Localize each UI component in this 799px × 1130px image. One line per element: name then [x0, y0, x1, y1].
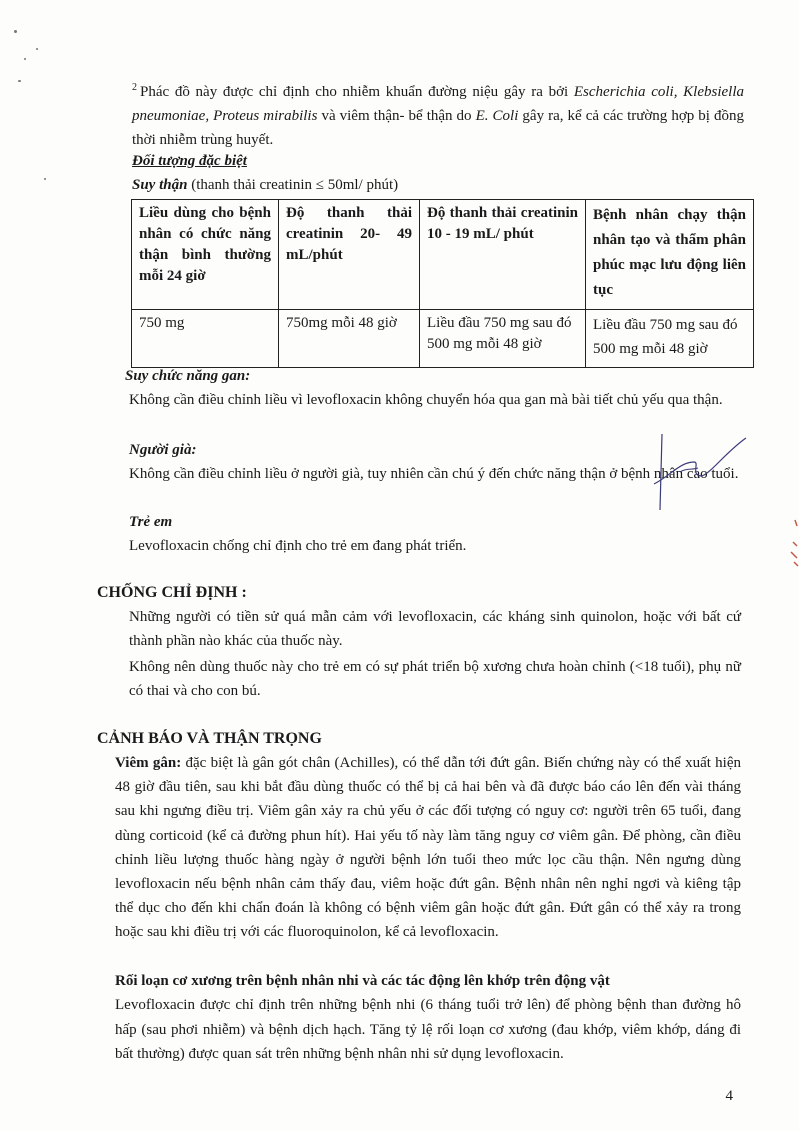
elderly-heading: Người già:: [129, 442, 197, 458]
contraindications-text-1: Những người có tiền sử quá mẫn cảm với levofloxacin, các kháng sinh quinolon, hoặc với bất cứ thành phần nào khác của thuốc này.: [129, 609, 741, 649]
table-header-cell: Liều dùng cho bệnh nhân có chức năng thận bình thường mỗi 24 giờ: [132, 200, 279, 310]
scan-speck: [24, 58, 26, 60]
stamp-edge-mark: [785, 516, 799, 576]
renal-dose-table: [131, 199, 754, 368]
contraindications-text-2: Không nên dùng thuốc này cho trẻ em có sự phát triển bộ xương chưa hoàn chỉnh (<18 tuổi), phụ nữ có thai và cho con bú.: [129, 659, 741, 699]
table-cell: 750mg mỗi 48 giờ: [279, 310, 420, 368]
scan-speck: [14, 30, 17, 33]
table-row: [132, 310, 754, 368]
children-heading: Trẻ em: [129, 514, 173, 530]
footnote-marker: 2: [132, 82, 137, 93]
table-header-row: [132, 200, 754, 310]
warnings-title: CẢNH BÁO VÀ THẬN TRỌNG: [97, 730, 322, 747]
table-cell: Liều đầu 750 mg sau đó 500 mg mỗi 48 giờ: [586, 310, 754, 368]
hepatic-heading: Suy chức năng gan:: [125, 368, 251, 384]
contraindications-title: CHỐNG CHỈ ĐỊNH :: [97, 584, 247, 601]
tendinitis-paragraph: Viêm gân: đặc biệt là gân gót chân (Achilles), có thể dẫn tới đứt gân. Biến chứng này có thể xuất hiện 48 giờ đầu tiên, sau khi bắt đầu dùng thuốc có thể bị cả hai bên và đã được báo cáo lên đến vài tháng sau khi ngưng điều trị. Viêm gân xảy ra chủ yếu ở các đối tượng có nguy cơ: người trên 65 tuổi, đang dùng corticoid (kể cả đường phun hít). Hai yếu tố này làm tăng nguy cơ viêm gân. Để phòng, cần điều chỉnh liều lượng thuốc hàng ngày ở người bệnh lớn tuổi theo mức lọc cầu thận. Nên ngưng dùng levofloxacin nếu bệnh nhân cảm thấy đau, viêm hoặc đứt gân. Bệnh nhân nên nghỉ ngơi và kiêng tập thể dục cho đến khi chẩn đoán là không có bệnh viêm gân hoặc đứt gân. Đứt gân có thể xảy ra trong hoặc sau khi điều trị với các fluoroquinolon, kể cả levofloxacin.: [115, 755, 742, 941]
table-header-cell: Độ thanh thải creatinin 10 - 19 mL/ phút: [420, 200, 586, 310]
handwritten-signature-mark: [640, 432, 750, 512]
renal-impairment-line: Suy thận (thanh thải creatinin ≤ 50ml/ phút): [132, 177, 399, 193]
table-header-cell: Bệnh nhân chạy thận nhân tạo và thẩm phân phúc mạc lưu động liên tục: [586, 200, 754, 310]
page-number: 4: [725, 1088, 733, 1104]
elderly-text: Không cần điều chỉnh liều ở người già, tuy nhiên cần chú ý đến chức năng thận ở bệnh nhân cao tuổi.: [129, 466, 739, 482]
musculoskeletal-text: Levofloxacin được chỉ định trên những bệnh nhi (6 tháng tuổi trở lên) để phòng bệnh than đường hô hấp (sau phơi nhiễm) và bệnh dịch hạch. Tăng tỷ lệ rối loạn cơ xương (đau khớp, viêm khớp, dáng đi bất thường) được quan sát trên những bệnh nhân nhi sử dụng levofloxacin.: [115, 997, 741, 1062]
special-populations-heading: Đối tượng đặc biệt: [132, 153, 247, 169]
table-cell: 750 mg: [132, 310, 279, 368]
scan-speck: [36, 48, 38, 50]
scan-speck: [44, 178, 46, 180]
table-cell: Liều đầu 750 mg sau đó 500 mg mỗi 48 giờ: [420, 310, 586, 368]
scan-speck: [18, 80, 21, 82]
children-text: Levofloxacin chống chỉ định cho trẻ em đang phát triển.: [129, 538, 467, 554]
table-header-cell: Độ thanh thải creatinin 20- 49 mL/phút: [279, 200, 420, 310]
musculoskeletal-heading: Rối loạn cơ xương trên bệnh nhân nhi và các tác động lên khớp trên động vật: [115, 973, 610, 989]
footnote: $^2$ Phác đồ này được chỉ định cho nhiễm khuẩn đường niệu gây ra bởi Escherichia coli, Klebsiella pneumoniae, Proteus mirabilis và viêm thận- bể thận do E. Coli gây ra, kể cả các trường hợp bị đồng thời nhiễm trùng huyết.: [132, 82, 744, 148]
hepatic-text: Không cần điều chỉnh liều vì levofloxacin không chuyển hóa qua gan mà bài tiết chủ yếu qua thận.: [129, 392, 723, 408]
